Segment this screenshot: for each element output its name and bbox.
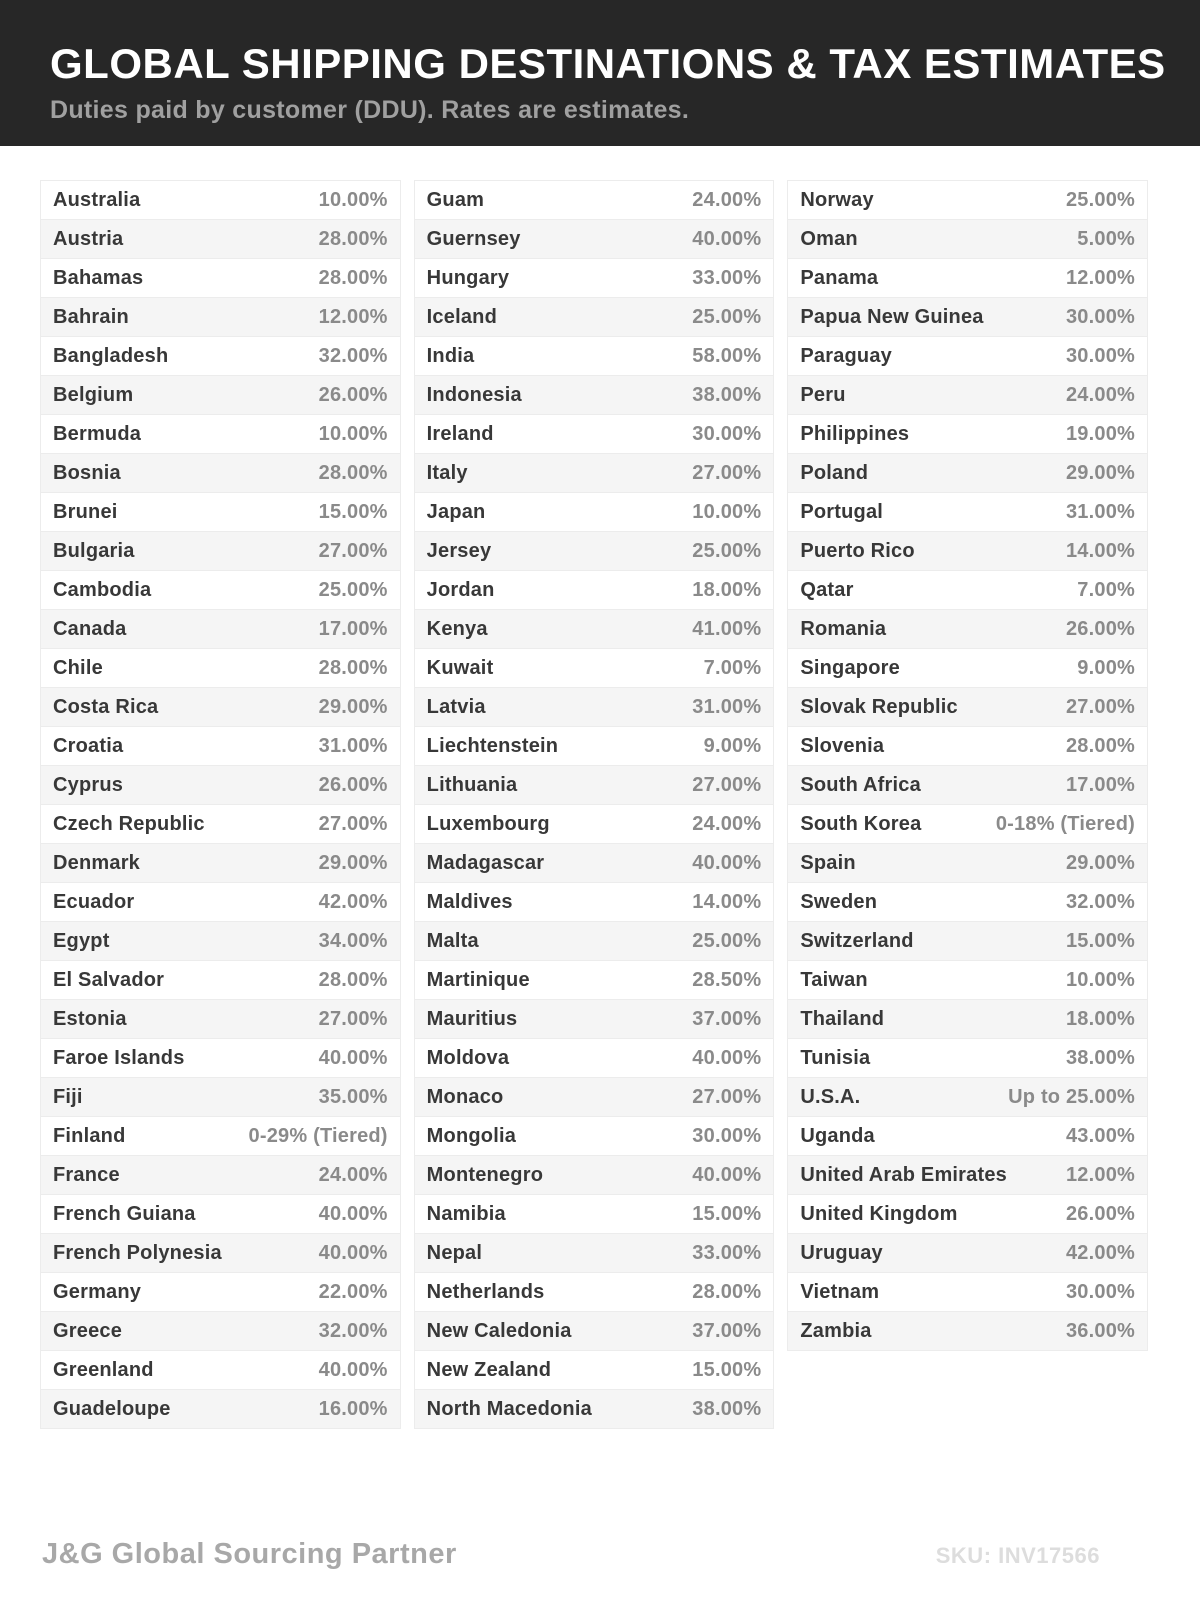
rate-row (40, 921, 401, 961)
tax-rate: 27.00% (318, 812, 388, 835)
rate-row (414, 765, 775, 805)
tax-rate: 38.00% (1065, 1046, 1136, 1069)
country-name: Ireland (426, 422, 494, 445)
tax-rate: 12.00% (1065, 1163, 1136, 1186)
tax-rate: 40.00% (692, 1163, 762, 1186)
tax-rate: 24.00% (692, 188, 762, 211)
country-name: Norway (800, 188, 874, 211)
rate-row (40, 1350, 401, 1390)
country-name: Poland (800, 461, 869, 484)
rate-row (414, 1389, 775, 1429)
rate-row (414, 1272, 775, 1312)
tax-rate: Up to 25.00% (1008, 1085, 1136, 1108)
country-name: Austria (53, 227, 124, 250)
country-name: Bahamas (53, 266, 144, 289)
rate-row (787, 414, 1148, 454)
country-name: Spain (800, 851, 856, 874)
tax-rate: 18.00% (1065, 1007, 1136, 1030)
tax-rate: 14.00% (692, 890, 762, 913)
country-name: Iceland (426, 305, 497, 328)
tax-rate: 28.00% (1065, 734, 1136, 757)
rate-row (40, 531, 401, 571)
tax-rate: 42.00% (318, 890, 388, 913)
tax-rate: 26.00% (1065, 617, 1136, 640)
country-name: Peru (800, 383, 846, 406)
rate-row (414, 1155, 775, 1195)
tax-rate: 27.00% (692, 461, 762, 484)
rate-row (414, 570, 775, 610)
country-name: Zambia (800, 1319, 872, 1342)
rate-row (40, 1389, 401, 1429)
country-name: Bermuda (53, 422, 142, 445)
country-name: Estonia (53, 1007, 127, 1030)
tax-rate: 24.00% (1065, 383, 1136, 406)
tax-rate: 35.00% (318, 1085, 388, 1108)
country-name: Paraguay (800, 344, 892, 367)
rate-row (414, 219, 775, 259)
rate-row (414, 804, 775, 844)
tax-rate: 58.00% (692, 344, 762, 367)
rate-row (787, 1272, 1148, 1312)
rate-row (414, 414, 775, 454)
rate-row (787, 726, 1148, 766)
tax-rate: 40.00% (692, 851, 762, 874)
country-name: Panama (800, 266, 879, 289)
tax-rate: 27.00% (692, 773, 762, 796)
tax-rate: 5.00% (1077, 227, 1136, 250)
rate-row (787, 570, 1148, 610)
country-name: New Caledonia (426, 1319, 572, 1342)
country-name: French Polynesia (53, 1241, 222, 1264)
rate-row (787, 1077, 1148, 1117)
country-name: Italy (426, 461, 468, 484)
rate-row (414, 999, 775, 1039)
tax-rate: 30.00% (1065, 1280, 1136, 1303)
country-name: South Korea (800, 812, 922, 835)
country-name: Greece (53, 1319, 123, 1342)
rate-row (787, 1155, 1148, 1195)
rate-row (414, 453, 775, 493)
tax-rate: 27.00% (318, 1007, 388, 1030)
rate-row (40, 765, 401, 805)
tax-rate: 9.00% (1077, 656, 1136, 679)
page-title: GLOBAL SHIPPING DESTINATIONS & TAX ESTIMATES (50, 40, 1166, 87)
rate-row (787, 765, 1148, 805)
tax-rate: 29.00% (318, 851, 388, 874)
country-name: Vietnam (800, 1280, 880, 1303)
rate-row (40, 570, 401, 610)
tax-rate: 17.00% (1065, 773, 1136, 796)
rate-row (414, 882, 775, 922)
rate-row (787, 1038, 1148, 1078)
rate-row (414, 921, 775, 961)
country-name: Guernsey (426, 227, 521, 250)
tax-rate: 37.00% (692, 1319, 762, 1342)
country-name: Japan (426, 500, 486, 523)
country-name: Hungary (426, 266, 510, 289)
tax-rate: 28.00% (318, 656, 388, 679)
country-name: Bulgaria (53, 539, 135, 562)
tax-rate: 0-18% (Tiered) (995, 812, 1136, 835)
tax-rate: 14.00% (1065, 539, 1136, 562)
country-name: Guam (426, 188, 485, 211)
country-name: Costa Rica (53, 695, 159, 718)
sku-label: SKU: INV17566 (935, 1543, 1100, 1568)
tax-rate: 28.00% (318, 968, 388, 991)
country-name: France (53, 1163, 120, 1186)
rate-row (787, 960, 1148, 1000)
tax-rate: 28.50% (692, 968, 762, 991)
rate-row (787, 336, 1148, 376)
country-name: United Kingdom (800, 1202, 958, 1225)
rate-row (414, 180, 775, 220)
country-name: Qatar (800, 578, 854, 601)
rate-row (787, 1116, 1148, 1156)
tax-rate: 38.00% (692, 1397, 762, 1420)
tax-rate: 37.00% (692, 1007, 762, 1030)
country-name: Cyprus (53, 773, 124, 796)
rate-row (40, 492, 401, 532)
tax-rate: 27.00% (318, 539, 388, 562)
country-name: Greenland (53, 1358, 154, 1381)
rate-row (414, 336, 775, 376)
rate-row (787, 492, 1148, 532)
tax-rate: 15.00% (318, 500, 388, 523)
rate-row (414, 726, 775, 766)
tax-rate: 28.00% (318, 266, 388, 289)
tax-rate: 30.00% (1065, 344, 1136, 367)
country-name: Bahrain (53, 305, 129, 328)
country-name: Papua New Guinea (800, 305, 984, 328)
tax-rate: 10.00% (318, 188, 388, 211)
rate-row (414, 492, 775, 532)
tax-rate: 15.00% (1065, 929, 1136, 952)
country-name: Chile (53, 656, 103, 679)
tax-rate: 41.00% (692, 617, 762, 640)
tax-rate: 40.00% (318, 1046, 388, 1069)
tax-rate: 33.00% (692, 1241, 762, 1264)
country-name: Ecuador (53, 890, 135, 913)
country-name: Brunei (53, 500, 118, 523)
rate-row (40, 1194, 401, 1234)
tax-rate: 29.00% (1065, 461, 1136, 484)
rate-row (787, 921, 1148, 961)
tax-rate: 10.00% (1065, 968, 1136, 991)
tax-rate: 12.00% (1065, 266, 1136, 289)
country-name: Bangladesh (53, 344, 169, 367)
country-name: Guadeloupe (53, 1397, 171, 1420)
country-name: Maldives (426, 890, 513, 913)
country-name: United Arab Emirates (800, 1163, 1007, 1186)
country-name: Uruguay (800, 1241, 883, 1264)
rate-row (787, 999, 1148, 1039)
country-name: Sweden (800, 890, 878, 913)
country-name: Moldova (426, 1046, 510, 1069)
tax-rate: 25.00% (692, 305, 762, 328)
tax-rate: 30.00% (692, 1124, 762, 1147)
tax-rate: 33.00% (692, 266, 762, 289)
tax-rate: 10.00% (318, 422, 388, 445)
rates-column-2 (414, 180, 775, 1429)
rate-row (414, 960, 775, 1000)
rate-row (787, 882, 1148, 922)
country-name: Luxembourg (426, 812, 550, 835)
tax-rate: 31.00% (1065, 500, 1136, 523)
country-name: Germany (53, 1280, 142, 1303)
country-name: Switzerland (800, 929, 914, 952)
tax-rate: 26.00% (318, 383, 388, 406)
country-name: Egypt (53, 929, 110, 952)
rate-row (40, 960, 401, 1000)
tax-rate: 17.00% (318, 617, 388, 640)
country-name: Belgium (53, 383, 134, 406)
country-name: Finland (53, 1124, 126, 1147)
tax-rate: 7.00% (703, 656, 762, 679)
rate-row (414, 1233, 775, 1273)
rate-row (40, 180, 401, 220)
country-name: Mauritius (426, 1007, 518, 1030)
country-name: Cambodia (53, 578, 152, 601)
rate-row (40, 687, 401, 727)
tax-rate: 27.00% (1065, 695, 1136, 718)
tax-rate: 40.00% (692, 227, 762, 250)
tax-rate: 34.00% (318, 929, 388, 952)
rate-row (414, 687, 775, 727)
brand-name: J&G Global Sourcing Partner (42, 1538, 457, 1570)
country-name: Croatia (53, 734, 124, 757)
rate-row (40, 1233, 401, 1273)
tax-rate: 15.00% (692, 1202, 762, 1225)
rate-row (787, 843, 1148, 883)
rates-column-3 (787, 180, 1148, 1351)
rate-row (787, 687, 1148, 727)
tax-rate: 38.00% (692, 383, 762, 406)
country-name: Jersey (426, 539, 492, 562)
country-name: Nepal (426, 1241, 483, 1264)
country-name: Netherlands (426, 1280, 545, 1303)
country-name: Montenegro (426, 1163, 544, 1186)
rates-table (0, 146, 1200, 1429)
country-name: South Africa (800, 773, 921, 796)
tax-rate: 9.00% (703, 734, 762, 757)
rate-row (40, 726, 401, 766)
country-name: Canada (53, 617, 127, 640)
rate-row (40, 1116, 401, 1156)
rate-row (414, 1038, 775, 1078)
tax-rate: 30.00% (1065, 305, 1136, 328)
tax-rate: 24.00% (692, 812, 762, 835)
header-banner (0, 0, 1200, 146)
country-name: New Zealand (426, 1358, 552, 1381)
country-name: Lithuania (426, 773, 518, 796)
rate-row (787, 453, 1148, 493)
tax-rate: 42.00% (1065, 1241, 1136, 1264)
rate-row (40, 336, 401, 376)
tax-rate: 32.00% (318, 344, 388, 367)
rate-row (40, 258, 401, 298)
rate-row (40, 804, 401, 844)
rate-row (414, 1311, 775, 1351)
country-name: Oman (800, 227, 858, 250)
tax-rate: 40.00% (692, 1046, 762, 1069)
rate-row (40, 1311, 401, 1351)
tax-rate: 25.00% (692, 539, 762, 562)
country-name: Portugal (800, 500, 884, 523)
rate-row (414, 843, 775, 883)
tax-rate: 31.00% (692, 695, 762, 718)
rate-row (40, 1038, 401, 1078)
rate-row (40, 219, 401, 259)
tax-rate: 0-29% (Tiered) (248, 1124, 388, 1147)
tax-rate: 12.00% (318, 305, 388, 328)
rate-row (414, 1350, 775, 1390)
country-name: Indonesia (426, 383, 522, 406)
tax-rate: 40.00% (318, 1202, 388, 1225)
country-name: North Macedonia (426, 1397, 592, 1420)
rate-row (787, 531, 1148, 571)
country-name: Latvia (426, 695, 486, 718)
tax-rate: 26.00% (1065, 1202, 1136, 1225)
rate-row (787, 1233, 1148, 1273)
rate-row (787, 804, 1148, 844)
tax-rate: 24.00% (318, 1163, 388, 1186)
tax-rate: 40.00% (318, 1358, 388, 1381)
tax-rate: 36.00% (1065, 1319, 1136, 1342)
rate-row (414, 1077, 775, 1117)
country-name: El Salvador (53, 968, 165, 991)
tax-rate: 25.00% (692, 929, 762, 952)
tax-rate: 19.00% (1065, 422, 1136, 445)
rate-row (40, 1272, 401, 1312)
rate-row (40, 843, 401, 883)
rate-row (40, 1077, 401, 1117)
rate-row (787, 297, 1148, 337)
rate-row (787, 219, 1148, 259)
country-name: Madagascar (426, 851, 545, 874)
country-name: Mongolia (426, 1124, 517, 1147)
tax-rate: 30.00% (692, 422, 762, 445)
country-name: India (426, 344, 475, 367)
rates-column-1 (40, 180, 401, 1429)
tax-rate: 25.00% (318, 578, 388, 601)
tax-rate: 22.00% (318, 1280, 388, 1303)
country-name: Denmark (53, 851, 140, 874)
country-name: French Guiana (53, 1202, 196, 1225)
tax-rate: 28.00% (318, 227, 388, 250)
country-name: Uganda (800, 1124, 875, 1147)
country-name: Slovenia (800, 734, 885, 757)
tax-rate: 16.00% (318, 1397, 388, 1420)
rate-row (40, 999, 401, 1039)
tax-rate: 40.00% (318, 1241, 388, 1264)
country-name: Thailand (800, 1007, 885, 1030)
rate-row (414, 531, 775, 571)
tax-rate: 25.00% (1065, 188, 1136, 211)
rate-row (40, 297, 401, 337)
rate-row (787, 1311, 1148, 1351)
rate-row (40, 375, 401, 415)
tax-rate: 29.00% (318, 695, 388, 718)
rate-row (40, 882, 401, 922)
country-name: Faroe Islands (53, 1046, 185, 1069)
rate-row (414, 258, 775, 298)
footer (42, 1538, 1100, 1571)
rate-row (414, 1194, 775, 1234)
country-name: Namibia (426, 1202, 506, 1225)
country-name: Kenya (426, 617, 488, 640)
rate-row (787, 609, 1148, 649)
rate-row (787, 648, 1148, 688)
page-subtitle: Duties paid by customer (DDU). Rates are estimates. (50, 96, 690, 124)
rate-row (787, 375, 1148, 415)
country-name: Bosnia (53, 461, 121, 484)
country-name: Taiwan (800, 968, 868, 991)
country-name: Singapore (800, 656, 900, 679)
rate-row (414, 648, 775, 688)
country-name: Philippines (800, 422, 910, 445)
rate-row (40, 453, 401, 493)
rate-row (414, 375, 775, 415)
country-name: Fiji (53, 1085, 83, 1108)
country-name: Jordan (426, 578, 495, 601)
country-name: Liechtenstein (426, 734, 559, 757)
country-name: Romania (800, 617, 887, 640)
tax-rate: 29.00% (1065, 851, 1136, 874)
tax-rate: 10.00% (692, 500, 762, 523)
tax-rate: 18.00% (692, 578, 762, 601)
rate-row (787, 258, 1148, 298)
tax-rate: 28.00% (318, 461, 388, 484)
rate-row (414, 1116, 775, 1156)
tax-rate: 15.00% (692, 1358, 762, 1381)
rate-row (40, 648, 401, 688)
tax-rate: 27.00% (692, 1085, 762, 1108)
rate-row (787, 180, 1148, 220)
country-name: Kuwait (426, 656, 494, 679)
country-name: Tunisia (800, 1046, 871, 1069)
rate-row (40, 609, 401, 649)
tax-rate: 32.00% (1065, 890, 1136, 913)
rate-row (414, 609, 775, 649)
country-name: U.S.A. (800, 1085, 861, 1108)
tax-rate: 7.00% (1077, 578, 1136, 601)
tax-rate: 26.00% (318, 773, 388, 796)
rate-row (787, 1194, 1148, 1234)
country-name: Monaco (426, 1085, 504, 1108)
rate-row (414, 297, 775, 337)
tax-rate: 43.00% (1065, 1124, 1136, 1147)
country-name: Slovak Republic (800, 695, 958, 718)
country-name: Czech Republic (53, 812, 205, 835)
tax-rate: 31.00% (318, 734, 388, 757)
country-name: Australia (53, 188, 141, 211)
rate-row (40, 414, 401, 454)
country-name: Puerto Rico (800, 539, 915, 562)
tax-rate: 28.00% (692, 1280, 762, 1303)
country-name: Malta (426, 929, 479, 952)
rate-row (40, 1155, 401, 1195)
tax-rate: 32.00% (318, 1319, 388, 1342)
country-name: Martinique (426, 968, 530, 991)
